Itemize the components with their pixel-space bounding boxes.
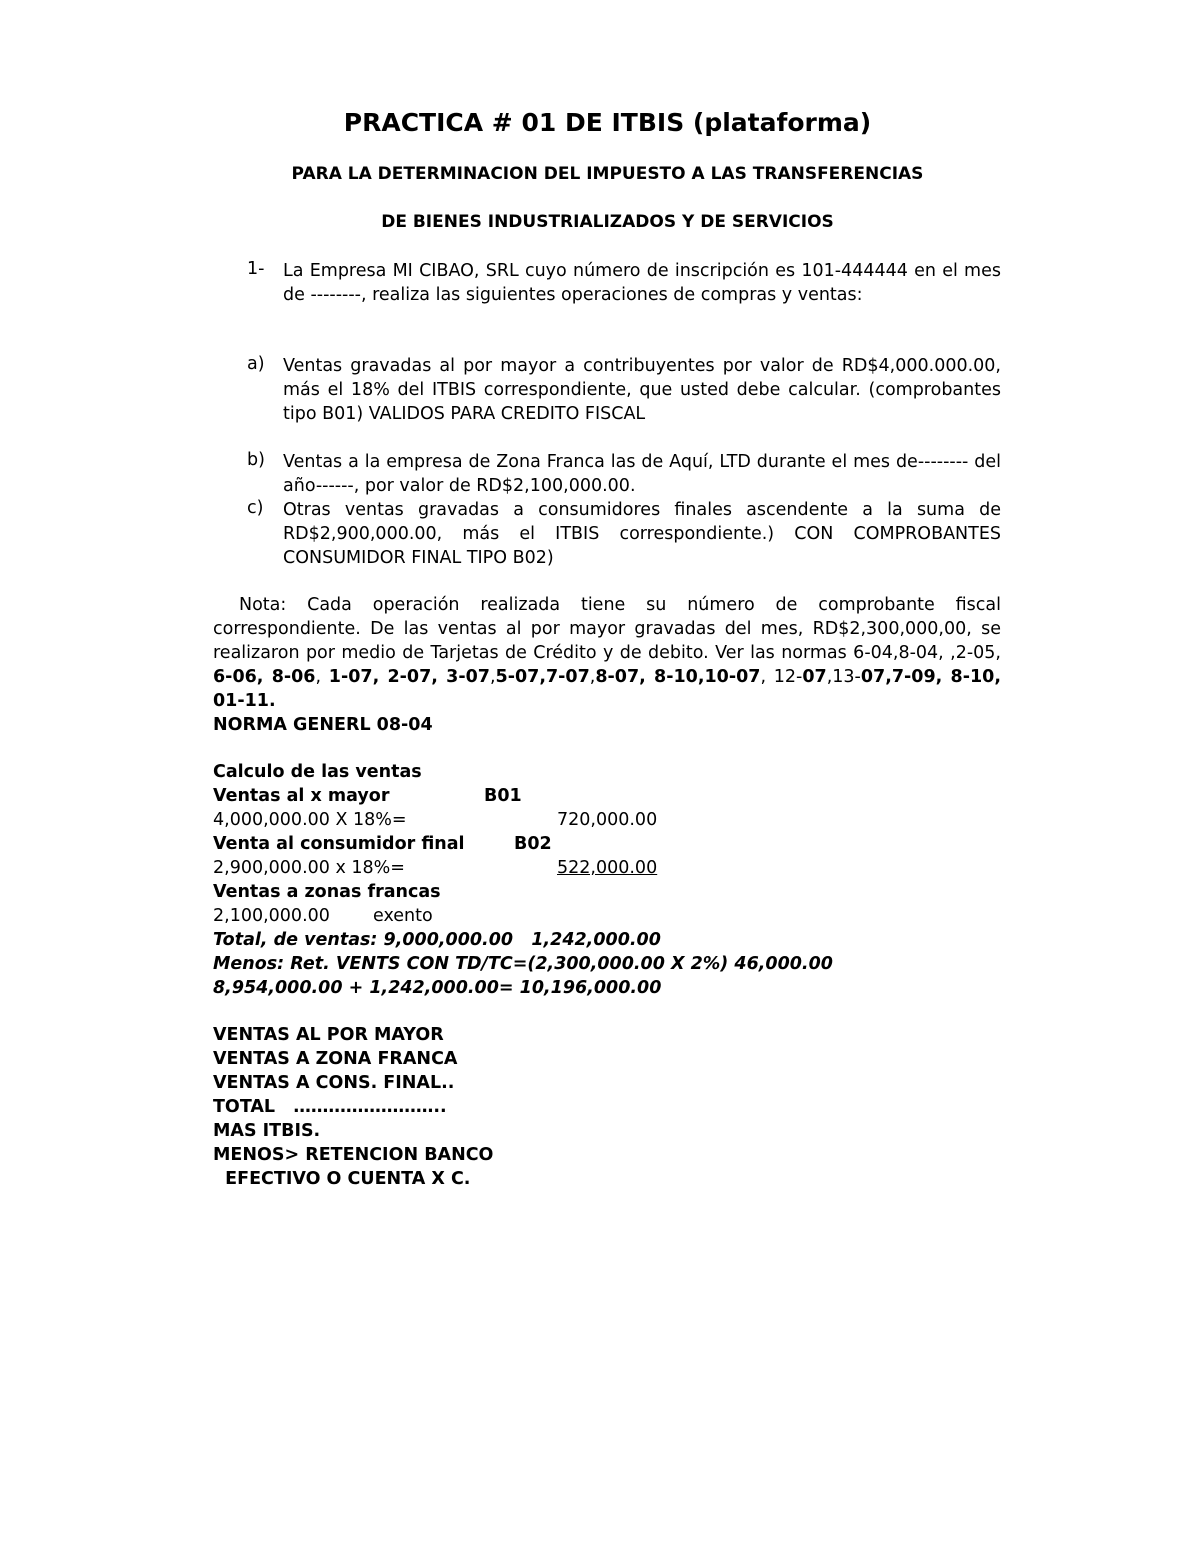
calc-consumidor-formula: 2,900,000.00 x 18%= <box>213 858 405 878</box>
norma-general: NORMA GENERL 08-04 <box>213 715 433 735</box>
item-1-text: La Empresa MI CIBAO, SRL cuyo número de inscripción es 101-444444 en el mes de --------, realiza las siguientes operaciones de compras y ventas: <box>283 261 1001 305</box>
summary-line-3: VENTAS A CONS. FINAL.. <box>213 1073 455 1093</box>
calc-consumidor-result: 522,000.00 <box>557 858 658 878</box>
nota-sep-2: , <box>489 667 496 687</box>
calc-total-line: Total, de ventas: 9,000,000.00 1,242,000.00 <box>213 930 661 950</box>
nota-sep-4: , 12- <box>760 667 803 687</box>
item-b-text: Ventas a la empresa de Zona Franca las de Aquí, LTD durante el mes de-------- del año------, por valor de RD$2,100,000.00. <box>283 452 1001 496</box>
summary-line-2: VENTAS A ZONA FRANCA <box>213 1049 458 1069</box>
nota-sep-5: ,13- <box>826 667 861 687</box>
nota-norms-5: 07 <box>802 667 827 687</box>
calc-mayor-label: Ventas al x mayor <box>213 786 390 806</box>
nota-norms-3: 5-07,7-07 <box>495 667 590 687</box>
nota-norms-2: 1-07, 2-07, 3-07 <box>328 667 490 687</box>
summary-line-1: VENTAS AL POR MAYOR <box>213 1025 444 1045</box>
calc-consumidor-label: Venta al consumidor final <box>213 834 465 854</box>
item-a-marker: a) <box>247 354 265 374</box>
document-subtitle-2: DE BIENES INDUSTRIALIZADOS Y DE SERVICIOS <box>381 212 834 232</box>
nota-norms-6: 07,7-09, 8-10, 01-11. <box>213 667 1001 711</box>
calc-mayor-result: 720,000.00 <box>557 810 658 830</box>
nota-norms-1: 6-06, 8-06 <box>213 667 316 687</box>
calc-consumidor-code: B02 <box>514 834 552 854</box>
nota-norms-4: 8-07, 8-10,10-07 <box>595 667 761 687</box>
summary-line-6: MENOS> RETENCION BANCO <box>213 1145 494 1165</box>
summary-line-5: MAS ITBIS. <box>213 1121 321 1141</box>
calc-zonas-note: exento <box>373 906 433 926</box>
item-c-marker: c) <box>247 498 264 518</box>
nota-paragraph <box>213 593 1001 713</box>
calc-heading: Calculo de las ventas <box>213 762 422 782</box>
item-c-text: Otras ventas gravadas a consumidores finales ascendente a la suma de RD$2,900,000.00, más el ITBIS correspondiente.) CON COMPROBANTES CONSUMIDOR FINAL TIPO B02) <box>283 500 1001 568</box>
calc-zonas-label: Ventas a zonas francas <box>213 882 441 902</box>
item-b-marker: b) <box>247 450 265 470</box>
nota-text: Nota: Cada operación realizada tiene su número de comprobante fiscal correspondiente. De las ventas al por mayor gravadas del mes, RD$2,300,000,00, se realizaron por medio de Tarjetas de Crédito y de debito. Ver las normas 6-04,8-04, ,2-05, <box>213 595 1001 663</box>
document-subtitle-1: PARA LA DETERMINACION DEL IMPUESTO A LAS TRANSFERENCIAS <box>291 164 924 184</box>
calc-mayor-code: B01 <box>484 786 522 806</box>
document-title: PRACTICA # 01 DE ITBIS (plataforma) <box>343 108 872 137</box>
summary-line-4: TOTAL …………………….. <box>213 1097 447 1117</box>
item-1-marker: 1- <box>247 259 265 279</box>
item-a-text: Ventas gravadas al por mayor a contribuyentes por valor de RD$4,000.000.00, más el 18% del ITBIS correspondiente, que usted debe calcular. (comprobantes tipo B01) VALIDOS PARA CREDITO FISCAL <box>283 356 1001 424</box>
calc-mayor-formula: 4,000,000.00 X 18%= <box>213 810 407 830</box>
summary-line-7: EFECTIVO O CUENTA X C. <box>213 1169 471 1189</box>
calc-sum-line: 8,954,000.00 + 1,242,000.00= 10,196,000.00 <box>213 978 662 998</box>
nota-sep-1: , <box>315 667 322 687</box>
nota-sep-3: , <box>589 667 596 687</box>
calc-menos-line: Menos: Ret. VENTS CON TD/TC=(2,300,000.00 X 2%) 46,000.00 <box>213 954 833 974</box>
calc-zonas-value: 2,100,000.00 <box>213 906 330 926</box>
